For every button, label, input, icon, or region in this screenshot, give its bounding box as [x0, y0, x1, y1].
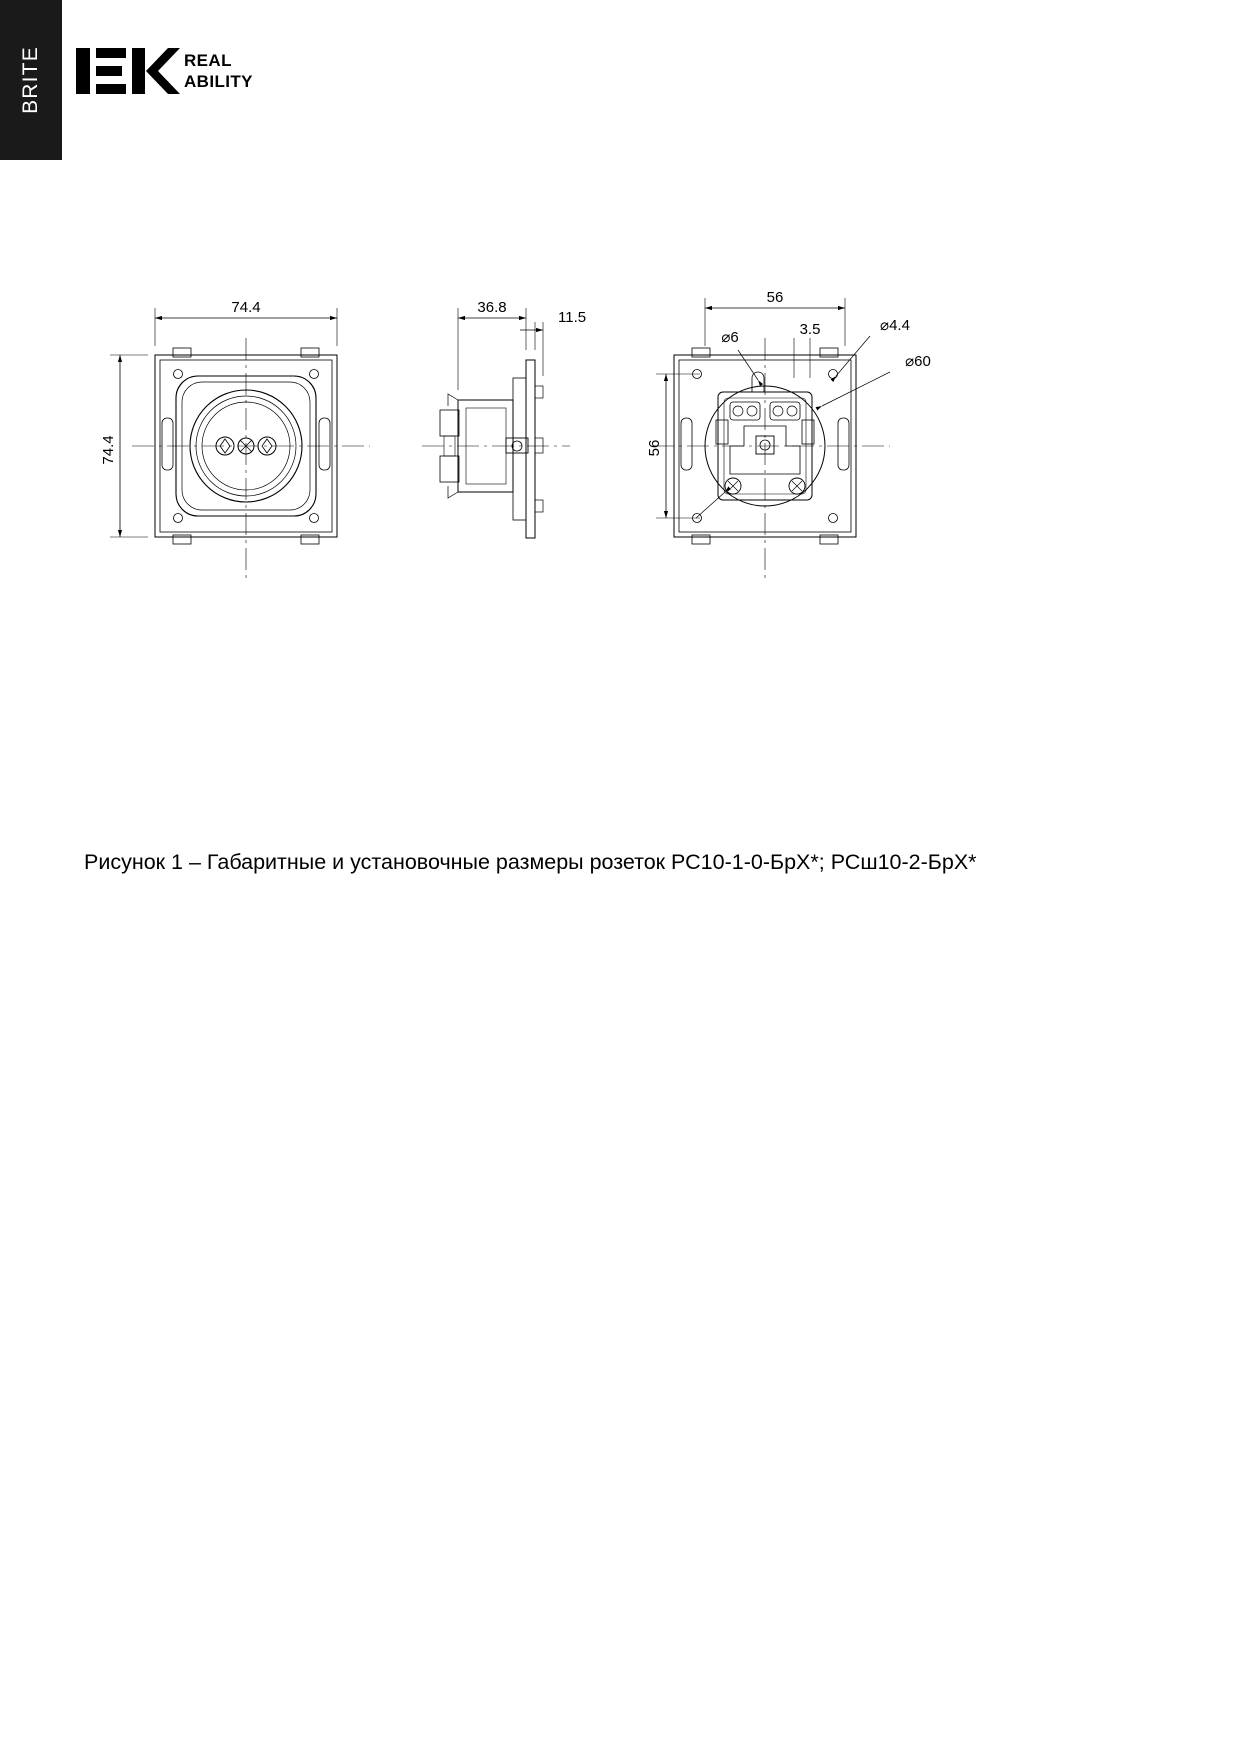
iek-logo-icon: [76, 40, 180, 102]
dim-hole-d6: ⌀6: [721, 329, 739, 346]
dim-front-height: 74.4: [100, 435, 117, 465]
dim-hole-d4-4: ⌀4.4: [880, 317, 910, 334]
drawing-canvas: [70, 250, 1150, 630]
brand-tab: [0, 0, 62, 160]
dim-gap-3-5: 3.5: [799, 321, 821, 338]
dim-side-depth: 36.8: [477, 299, 507, 316]
technical-drawing: [70, 250, 1150, 630]
dim-rear-height: 56: [646, 439, 663, 457]
figure-caption: Рисунок 1 – Габаритные и установочные размеры розеток РС10-1-0-БрХ*; РСш10-2-БрХ*: [84, 850, 977, 874]
brand-tab-label: BRITE: [19, 46, 42, 114]
logo-tagline-line1: REAL: [184, 51, 232, 70]
logo-tagline: [184, 50, 253, 92]
side-view-socket: [422, 299, 586, 538]
logo-tagline-line2: ABILITY: [184, 72, 253, 91]
front-view-socket: [100, 299, 370, 580]
dim-front-width: 74.4: [231, 299, 261, 316]
dim-rear-width: 56: [766, 289, 784, 306]
dim-side-flange: 11.5: [558, 309, 587, 326]
dim-circle-d60: ⌀60: [905, 353, 931, 370]
rear-view-socket: [646, 289, 931, 580]
